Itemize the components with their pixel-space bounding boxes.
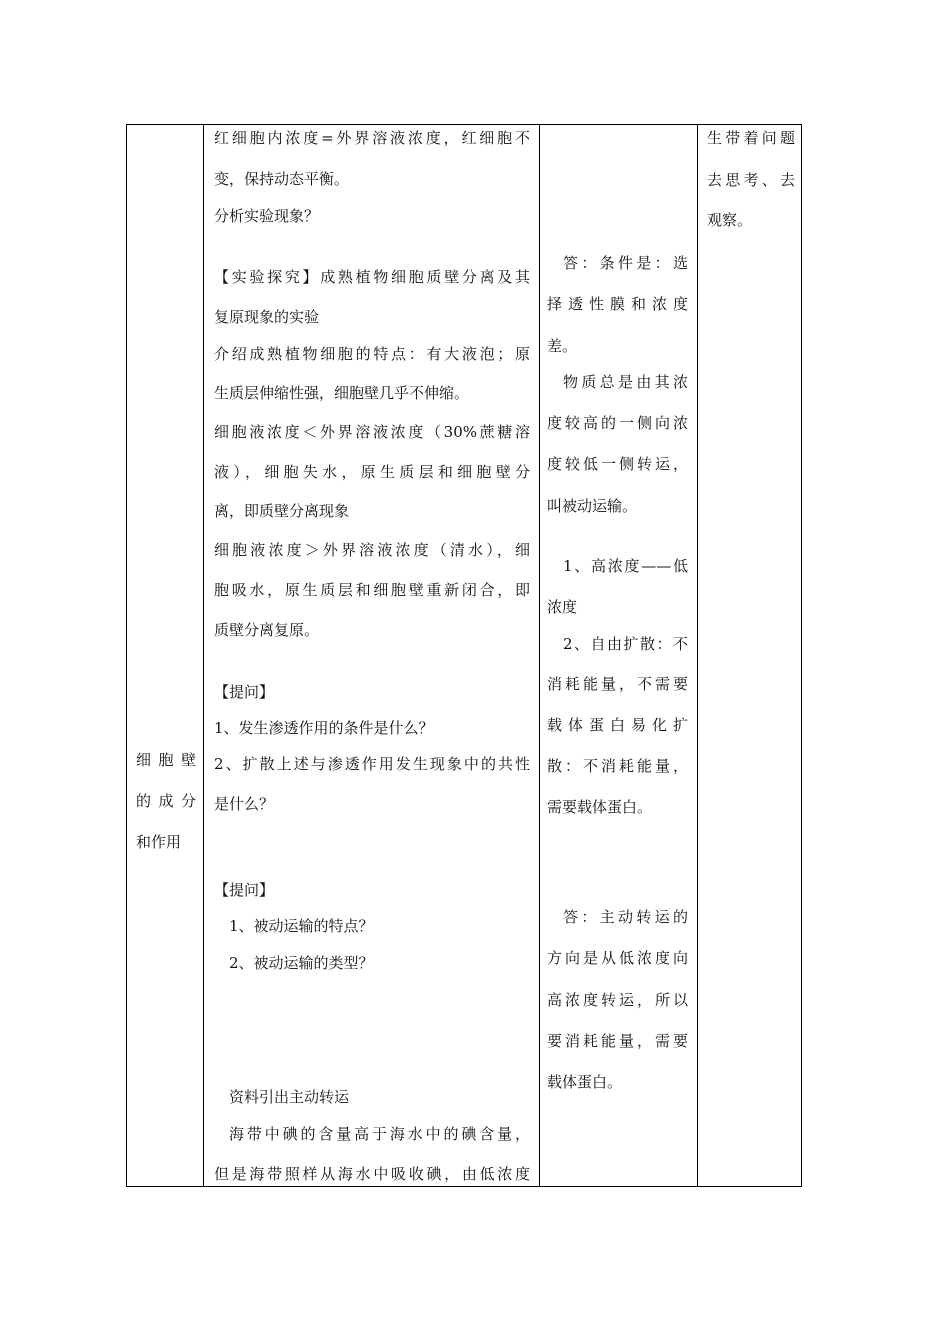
topic-line: 的成分: [136, 792, 196, 810]
content-line: 液），细胞失水，原生质层和细胞壁分: [214, 463, 530, 481]
answer-line: 方向是从低浓度向: [547, 949, 688, 967]
answer-line: 消耗能量，不需要: [547, 675, 688, 693]
content-line: 细胞液浓度＜外界溶液浓度（30%蔗糖溶: [214, 423, 530, 441]
content-line: 但是海带照样从海水中吸收碘，由低浓度: [214, 1165, 530, 1183]
intent-line: 观察。: [707, 211, 753, 229]
answer-line: 叫被动运输。: [547, 497, 638, 515]
content-line: 质壁分离复原。: [214, 621, 320, 639]
answer-line: 差。: [547, 337, 578, 355]
answer-line: 择透性膜和浓度: [547, 295, 688, 313]
content-line: 【实验探究】成熟植物细胞质壁分离及其: [214, 268, 530, 286]
content-line: 分析实验现象？: [214, 207, 320, 225]
answer-line: 要消耗能量，需要: [547, 1032, 688, 1050]
question-item: 2、被动运输的类型？: [229, 954, 374, 972]
answer-line: 1、高浓度——低: [563, 557, 688, 575]
question-item: 1、发生渗透作用的条件是什么？: [214, 719, 434, 737]
question-item: 1、被动运输的特点？: [229, 917, 374, 935]
topic-line: 细胞壁: [136, 751, 196, 769]
answer-line: 度较低一侧转运，: [547, 455, 688, 473]
answer-line: 需要载体蛋白。: [547, 798, 653, 816]
topic-cell: [127, 125, 203, 1186]
answer-line: 答：条件是：选: [563, 254, 688, 272]
answer-line: 2、自由扩散：不: [563, 635, 688, 653]
design-intent-cell: [698, 125, 802, 1186]
question-item: 2、扩散上述与渗透作用发生现象中的共性: [214, 755, 530, 773]
intent-line: 生带着问题: [707, 129, 795, 147]
answer-line: 散：不消耗能量，: [547, 757, 688, 775]
question-heading: 【提问】: [214, 683, 275, 701]
topic-line: 和作用: [136, 833, 182, 851]
answer-line: 载体蛋白。: [547, 1073, 623, 1091]
answer-line: 浓度: [547, 598, 578, 616]
content-line: 生质层伸缩性强，细胞壁几乎不伸缩。: [214, 384, 470, 402]
answer-line: 度较高的一侧向浓: [547, 414, 688, 432]
teaching-content-cell: [204, 125, 539, 1186]
content-line: 海带中碘的含量高于海水中的碘含量，: [229, 1125, 530, 1143]
content-line: 细胞液浓度＞外界溶液浓度（清水），细: [214, 541, 530, 559]
student-answer-cell: [540, 125, 697, 1186]
content-line: 介绍成熟植物细胞的特点：有大液泡；原: [214, 345, 530, 363]
answer-line: 物质总是由其浓: [563, 373, 688, 391]
content-line: 胞吸水，原生质层和细胞壁重新闭合，即: [214, 581, 530, 599]
question-heading: 【提问】: [214, 881, 275, 899]
content-line: 资料引出主动转运: [229, 1088, 350, 1106]
question-item: 是什么？: [214, 795, 275, 813]
content-line: 变，保持动态平衡。: [214, 170, 350, 188]
content-line: 红细胞内浓度=外界溶液浓度，红细胞不: [214, 129, 530, 147]
answer-line: 载体蛋白易化扩: [547, 716, 688, 734]
content-line: 复原现象的实验: [214, 308, 320, 326]
intent-line: 去思考、去: [707, 171, 795, 189]
answer-line: 高浓度转运，所以: [547, 991, 688, 1009]
content-line: 离，即质壁分离现象: [214, 502, 350, 520]
lesson-plan-table: [126, 124, 802, 1187]
answer-line: 答：主动转运的: [563, 908, 688, 926]
